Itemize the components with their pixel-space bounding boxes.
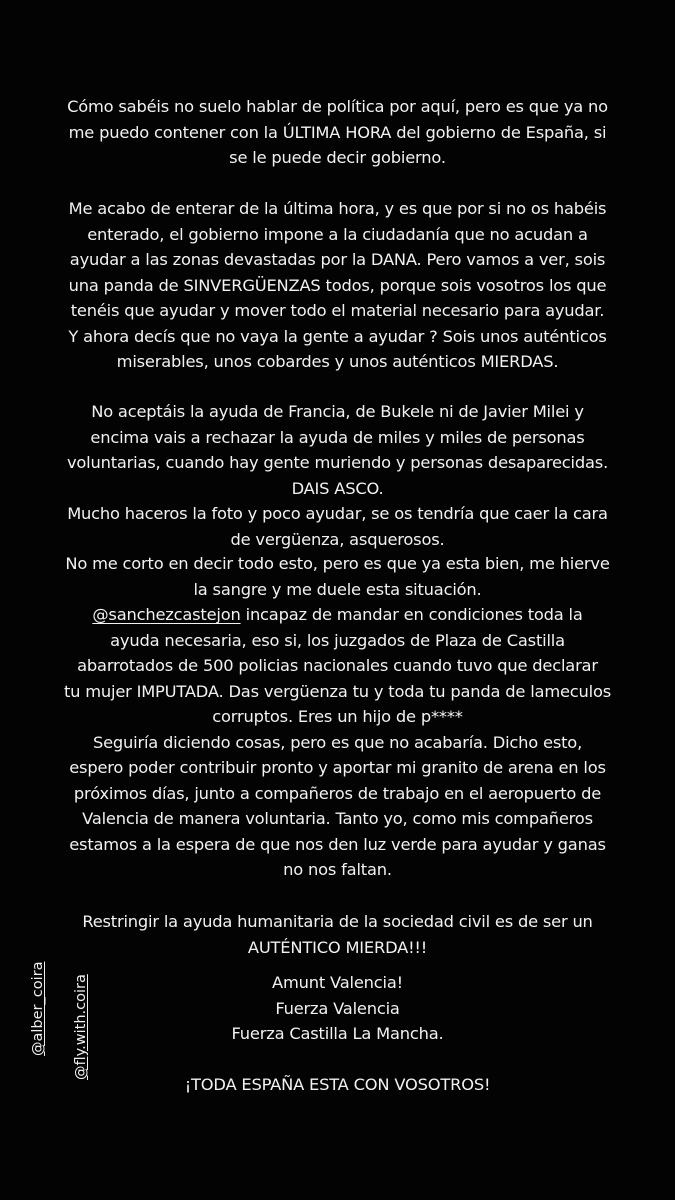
text-line: Fuerza Valencia xyxy=(275,998,400,1018)
text-line: miserables, unos cobardes y unos auténticos MIERDAS. xyxy=(116,352,559,371)
text-line: espero poder contribuir pronto y aportar mi granito de arena en los xyxy=(69,758,606,777)
text-line: ¡TODA ESPAÑA ESTA CON VOSOTROS! xyxy=(184,1075,491,1094)
text-line: AUTÉNTICO MIERDA!!! xyxy=(247,937,428,957)
text-line: ayudar a las zonas devastadas por la DANA. Pero vamos a ver, sois xyxy=(69,250,606,269)
text-line: Me acabo de enterar de la última hora, y es que por si no os habéis xyxy=(68,199,607,218)
text-line xyxy=(20,602,655,628)
text-line: Cómo sabéis no suelo hablar de política por aquí, pero es que ya no xyxy=(67,97,608,116)
paragraph-intro xyxy=(20,94,655,171)
text-line: una panda de SINVERGÜENZAS todos, porque sois vosotros los que xyxy=(68,275,607,295)
paragraph-outrage xyxy=(20,551,655,602)
text-line: No aceptáis la ayuda de Francia, de Bukele ni de Javier Milei y xyxy=(91,402,584,421)
text-line: Fuerza Castilla La Mancha. xyxy=(231,1024,444,1043)
text-line: estamos a la espera de que nos den luz verde para ayudar y ganas xyxy=(69,834,606,854)
paragraph-closing xyxy=(20,1072,655,1098)
text-fragment: incapaz de mandar en condiciones toda la xyxy=(240,605,583,624)
text-line: corruptos. Eres un hijo de p**** xyxy=(212,707,463,726)
tag-fly-with-coira[interactable]: @fly.with.coira xyxy=(73,974,89,1080)
text-line: Amunt Valencia! xyxy=(272,973,403,992)
text-line: la sangre y me duele esta situación. xyxy=(193,579,482,599)
mention-link[interactable]: @sanchezcastejon xyxy=(92,605,241,624)
tag-alber-coira[interactable]: @alber_coira xyxy=(30,961,46,1056)
text-line: me puedo contener con la ÚLTIMA HORA del gobierno de España, si xyxy=(68,122,607,142)
paragraph-help-rejected xyxy=(20,399,655,552)
text-line: DAIS ASCO. xyxy=(291,478,384,498)
paragraph-cheers xyxy=(20,970,655,1047)
text-line: Seguiría diciendo cosas, pero es que no acabaría. Dicho esto, xyxy=(92,732,583,752)
text-line: abarrotados de 500 policias nacionales cuando tuvo que declarar xyxy=(77,656,598,675)
text-line: voluntarias, cuando hay gente muriendo y personas desaparecidas. xyxy=(66,453,609,472)
text-line: de vergüenza, asquerosos. xyxy=(230,529,445,549)
paragraph-restrict xyxy=(20,909,655,960)
text-line: tenéis que ayudar y mover todo el material necesario para ayudar. xyxy=(70,301,605,320)
text-line: Y ahora decís que no vaya la gente a ayudar ? Sois unos auténticos xyxy=(68,326,607,346)
paragraph-mention xyxy=(20,602,655,883)
text-line: enterado, el gobierno impone a la ciudadanía que no acudan a xyxy=(87,224,588,244)
text-line: tu mujer IMPUTADA. Das vergüenza tu y toda tu panda de lameculos xyxy=(63,681,612,701)
text-line: Mucho haceros la foto y poco ayudar, se os tendría que caer la cara xyxy=(67,504,608,523)
paragraph-news xyxy=(20,196,655,375)
text-line: se le puede decir gobierno. xyxy=(229,148,446,167)
text-line: encima vais a rechazar la ayuda de miles y miles de personas xyxy=(90,427,585,447)
text-line: Valencia de manera voluntaria. Tanto yo, como mis compañeros xyxy=(82,809,593,828)
text-line: no nos faltan. xyxy=(283,860,392,879)
text-line: Restringir la ayuda humanitaria de la sociedad civil es de ser un xyxy=(82,912,593,931)
text-line: ayuda necesaria, eso si, los juzgados de Plaza de Castilla xyxy=(110,630,565,650)
text-line: No me corto en decir todo esto, pero es que ya esta bien, me hierve xyxy=(65,554,610,573)
text-line: próximos días, junto a compañeros de trabajo en el aeropuerto de xyxy=(73,783,602,803)
